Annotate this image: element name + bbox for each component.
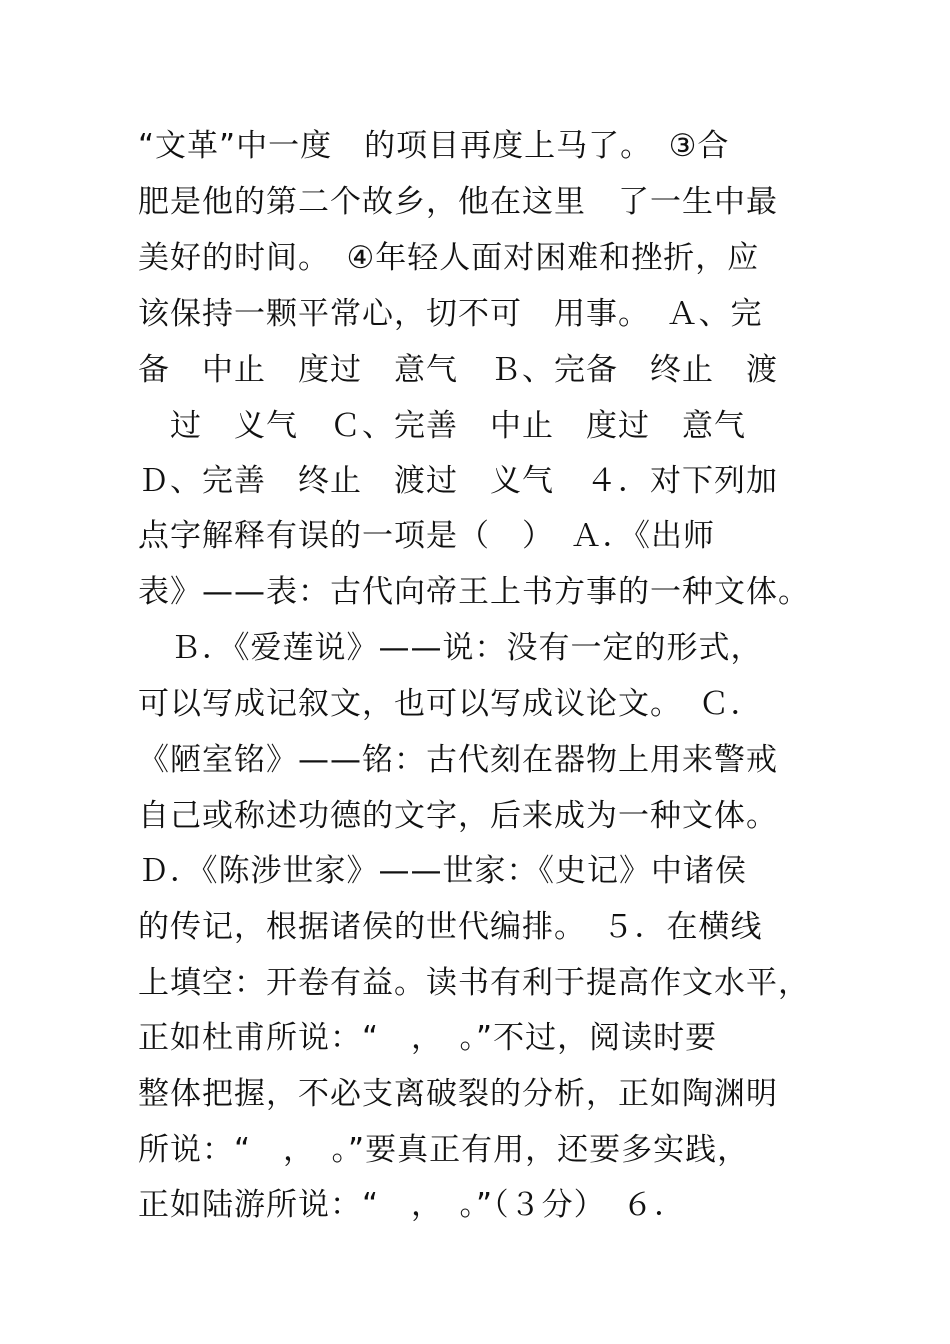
text-line: 肥是他的第二个故乡，他在这里 了一生中最 <box>138 184 778 220</box>
text-line: 点字解释有误的一项是（ ） Ａ．《出师 <box>138 518 715 554</box>
text-line: Ｄ、完善 终止 渡过 义气 ４．对下列加 <box>138 463 778 499</box>
text-line: 整体把握，不必支离破裂的分析，正如陶渊明 <box>138 1076 778 1112</box>
text-line: 正如陆游所说：“ ， 。”（３分） ６． <box>138 1187 687 1223</box>
text-line: 过 义气 Ｃ、完善 中止 度过 意气 <box>138 408 746 444</box>
text-line: Ｂ．《爱莲说》——说：没有一定的形式， <box>138 630 763 666</box>
text-line: 备 中止 度过 意气 Ｂ、完备 终止 渡 <box>138 352 778 388</box>
text-line: 正如杜甫所说：“ ， 。”不过，阅读时要 <box>138 1020 718 1056</box>
text-line: 自己或称述功德的文字，后来成为一种文体。 <box>138 798 778 834</box>
text-line: 《陋室铭》——铭：古代刻在器物上用来警戒 <box>138 742 778 778</box>
text-line: 所说：“ ， 。”要真正有用，还要多实践， <box>138 1132 750 1168</box>
text-line: “文革”中一度 的项目再度上马了。 ③合 <box>138 128 730 164</box>
text-line: 上填空：开卷有益。读书有利于提高作文水平， <box>138 965 810 1001</box>
text-line: 的传记，根据诸侯的世代编排。 ５．在横线 <box>138 909 763 945</box>
text-line: 可以写成记叙文，也可以写成议论文。 Ｃ． <box>138 686 763 722</box>
text-line: 该保持一颗平常心，切不可 用事。 Ａ、完 <box>138 296 763 332</box>
text-line: Ｄ．《陈涉世家》——世家：《史记》中诸侯 <box>138 853 747 889</box>
text-line: 表》——表：古代向帝王上书方事的一种文体。 <box>138 574 810 610</box>
text-line: 美好的时间。 ④年轻人面对困难和挫折，应 <box>138 240 760 276</box>
